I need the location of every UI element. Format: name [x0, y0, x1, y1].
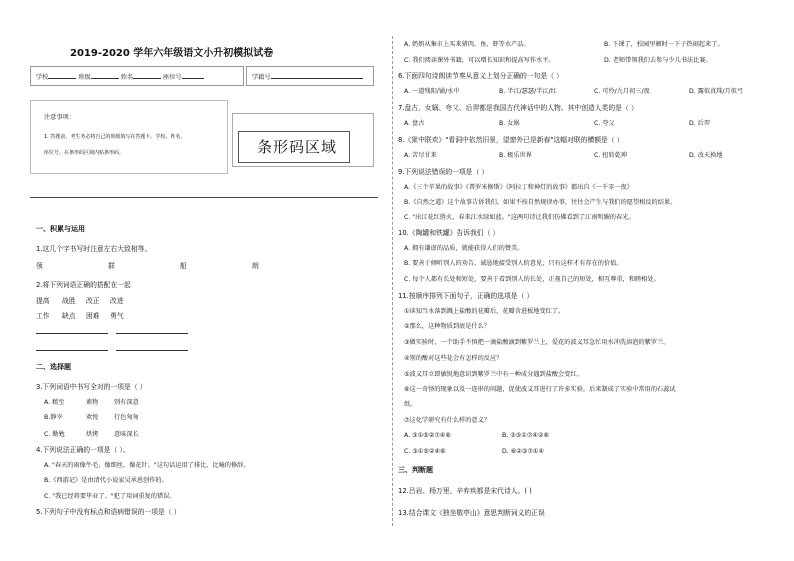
q3-option-c-2: 烘烤 — [86, 431, 99, 438]
school-label: 学校 — [36, 74, 49, 81]
question-12: 12.吕岩、杨万里、辛弃疾都是宋代诗人。( ) — [398, 487, 532, 495]
column-divider — [392, 36, 393, 526]
q2-row-1-item-4: 改进 — [110, 297, 124, 305]
section-1-heading: 一、积累与运用 — [36, 225, 85, 233]
q1-char-3: 船 — [180, 262, 187, 270]
q1-char-4: 朗 — [252, 262, 259, 270]
q3-option-b-2: 欢悦 — [86, 414, 99, 421]
q5-option-c[interactable]: C. 我们阅读课外书籍，可以增长知识和提高写作水平。 — [404, 57, 555, 64]
q3-option-b-3: 行色匆匆 — [114, 414, 139, 421]
q11-sentence-5: ⑤波义耳立即敏锐地意识到紫罗兰中有一种成分遇到盐酸会变红。 — [404, 371, 583, 378]
question-13: 13.结合课文《独坐敬亭山》意思判断词义的正误 — [398, 509, 545, 517]
q8-option-a[interactable]: A. 苦尽甘来 — [404, 152, 437, 159]
q11-sentence-4: ④别的酸对这些花会有怎样的反应？ — [404, 355, 503, 362]
q11-sentence-7: ⑦这化学研究有什么样的意义？ — [404, 417, 490, 424]
notice-heading: 注意事项： — [44, 114, 75, 121]
q6-option-a[interactable]: A. 一道残阳/铺/水中 — [404, 88, 460, 95]
q6-option-b[interactable]: B. 半江/瑟瑟/半江/红 — [499, 88, 557, 95]
q8-option-c[interactable]: C. 扭转乾坤 — [594, 152, 628, 159]
answer-blank-4[interactable] — [116, 350, 188, 351]
question-10: 10.《陶罐和铁罐》告诉我们（ ） — [398, 229, 500, 237]
q2-row-2-item-4: 勇气 — [110, 312, 124, 320]
answer-blank-2[interactable] — [116, 333, 188, 334]
answer-blank-3[interactable] — [36, 350, 108, 351]
student-id-label: 学籍号 — [252, 74, 271, 81]
q10-option-b[interactable]: B. 要善于倾听别人的劝告，诚恳地接受别人的意见，只有这样才有存在的价值。 — [404, 260, 623, 267]
q2-row-2-item-2: 缺点 — [62, 312, 76, 320]
q5-option-a[interactable]: A. 奶奶从集市上买来猪肉、鱼、虾等水产品。 — [404, 41, 530, 48]
q10-option-c[interactable]: C. 每个人都有长处和短处，要善于看到别人的长处，正视自己的短处，相互尊重，和睦相处。 — [404, 276, 660, 283]
q7-option-b[interactable]: B. 女娲 — [499, 120, 520, 127]
q1-char-1: 领 — [36, 262, 43, 270]
q9-option-b[interactable]: B.《自然之道》这个故事告诉我们，如果不按自然规律办事，往往会产生与我们的愿望相反的结果。 — [404, 199, 677, 206]
class-label: 班级 — [78, 74, 91, 81]
q1-char-2: 群 — [108, 262, 115, 270]
q2-row-1-item-3: 改正 — [86, 297, 100, 305]
notice-line-2: 座位号，在条形码区域内贴条形码。 — [44, 150, 125, 156]
question-7: 7.盘古、女娲、夸父、后羿都是我国古代神话中的人物。其中创造人类的是（ ） — [398, 104, 638, 112]
question-8: 8.《狱中联欢》"看洞中依然旧景，望窗外已是新春"这幅对联的横额是（ ） — [398, 136, 624, 144]
q6-option-d[interactable]: D. 露似真珠/月似弓 — [689, 88, 744, 95]
q4-option-c[interactable]: C. "我已经将要毕业了。"犯了用词重复的错误。 — [44, 493, 176, 500]
q4-option-a[interactable]: A. "春天的雨像牛毛，像细丝，像花针。"这句话运用了排比、比喻的修辞。 — [44, 462, 250, 469]
q11-sentence-6: ⑥这一奇怪的现象以及一连串的问题，促使波义耳进行了许多实验。后来制成了实验中常用的石蕊试 — [404, 386, 676, 393]
question-3: 3.下列词语中书写全对的一项是（ ） — [36, 383, 147, 391]
q11-option-a[interactable]: A. ③①⑤②⑦④⑥ — [404, 432, 451, 439]
q9-option-a[interactable]: A.《三个苹果的故事》《普罗米修斯》《阿拉丁和神灯的故事》都出自《一千零一夜》 — [404, 184, 633, 191]
q3-option-a-3: 别有深意 — [114, 399, 139, 406]
q11-option-b[interactable]: B. ③⑤①⑦④②⑥ — [502, 432, 550, 439]
q5-option-b[interactable]: B. 下课了，校园里顿时一下子热闹起来了。 — [604, 41, 724, 48]
q9-option-c[interactable]: C. "出江花红胜火，春来江水绿如蓝。"这两句诗让我们仿佛看到了江南明媚的春光。 — [404, 214, 635, 221]
notice-line-1: 1. 答题前，考生务必将自己的班级填写在答题卡、学校、姓名、 — [44, 134, 186, 140]
q7-option-d[interactable]: D. 后羿 — [689, 120, 711, 127]
info-box — [30, 66, 244, 86]
name-label: 姓名 — [120, 74, 134, 81]
q8-option-d[interactable]: D. 改天换地 — [689, 152, 723, 159]
q3-option-b-1[interactable]: B.静宰 — [44, 414, 63, 421]
seat-label: 座位号 — [163, 74, 182, 81]
section-3-heading: 三、判断题 — [398, 466, 433, 474]
student-id-box — [246, 66, 374, 86]
q2-row-1-item-2: 战胜 — [62, 297, 76, 305]
q11-option-d[interactable]: D. ⑥②③⑦①④ — [502, 448, 544, 455]
question-1: 1.这几个字书写时注意左右大致相等。 — [36, 245, 152, 253]
q4-option-b[interactable]: B.《西游记》是由清代小说家吴承恩创作的。 — [44, 477, 168, 484]
question-2: 2.将下列词语正确的搭配在一起 — [36, 281, 131, 289]
question-9: 9.下列说法错误的一项是（ ） — [398, 168, 489, 176]
barcode-label: 条形码区域 — [257, 138, 338, 156]
q6-option-c[interactable]: C. 可怜/九月初三/夜 — [594, 88, 650, 95]
q11-sentence-2: ②那么，这种物质到底是什么？ — [404, 323, 490, 330]
q2-row-2-item-1: 工作 — [36, 312, 50, 320]
q5-option-d[interactable]: D. 老师带领我们去参与少儿书法比赛。 — [604, 57, 712, 64]
q7-option-c[interactable]: C. 夸父 — [594, 120, 615, 127]
header-separator — [30, 197, 378, 198]
q3-option-a-1[interactable]: A. 精至 — [44, 399, 65, 406]
question-6: 6.下面四句诗朗读节奏从意义上划分正确的一句是（ ） — [398, 72, 563, 80]
q7-option-a[interactable]: A. 盘古 — [404, 120, 425, 127]
page-title: 2019-2020 学年六年级语文小升初模拟试卷 — [70, 48, 274, 59]
question-11: 11.按顺序排列下面句子，正确的选项是（ ） — [398, 292, 534, 300]
question-4: 4.下列说法正确的一项是（ ）。 — [36, 446, 130, 454]
answer-blank-1[interactable] — [36, 333, 108, 334]
q11-sentence-1: ①读知当水落到溅上盐酸的花瓣后，花瓣含进板地变红了。 — [404, 308, 565, 315]
q3-option-c-3: 意味深长 — [114, 431, 139, 438]
q11-option-c[interactable]: C. ③①⑤②④⑥ — [404, 448, 446, 455]
q11-sentence-3: ③做实验时，一个助手不慎把一滴盐酸滴到紫罗兰上，爱花的波义耳急忙用水冲洗溶泡的紫罗兰。 — [404, 339, 670, 346]
q11-sentence-6-cont: 纸。 — [404, 401, 417, 408]
q2-row-2-item-3: 困难 — [86, 312, 100, 320]
q3-option-c-1[interactable]: C. 勤勉 — [44, 431, 65, 438]
notice-box — [30, 100, 228, 174]
q3-option-a-2: 素物 — [86, 399, 99, 406]
question-5: 5.下列句子中没有标点和语病错误的一项是（ ） — [36, 508, 181, 516]
section-2-heading: 二、选择题 — [36, 363, 71, 371]
q10-option-a[interactable]: A. 拥有谦虚的品质，就能获得人们的赞美。 — [404, 245, 524, 252]
q8-option-b[interactable]: B. 极乐世界 — [499, 152, 532, 159]
q2-row-1-item-1: 提高 — [36, 297, 50, 305]
